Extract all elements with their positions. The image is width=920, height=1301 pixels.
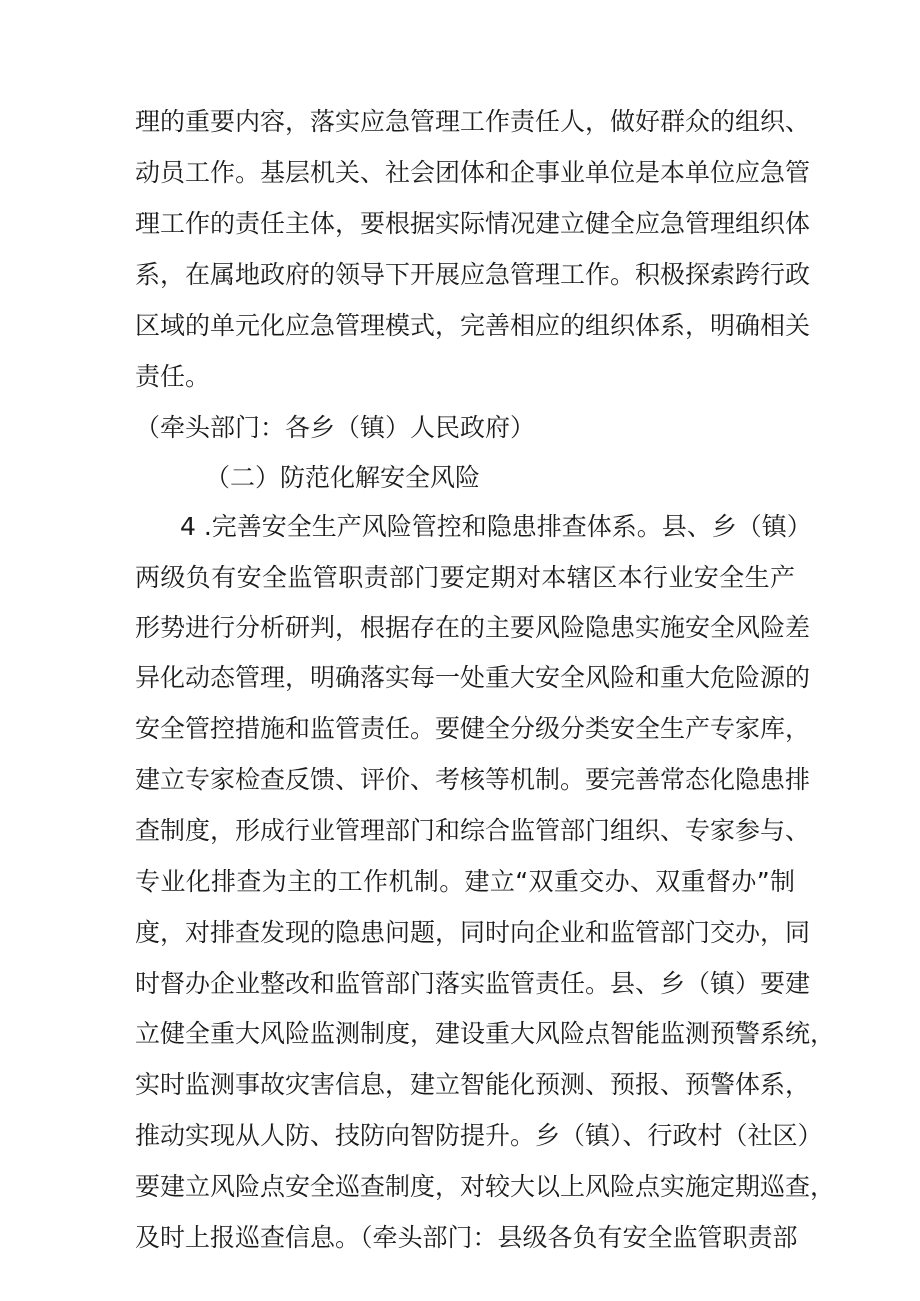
paragraph-1-line-6: 责任。 [135,362,211,391]
paragraph-1-line-3: 理工作的责任主体，要根据实际情况建立健全应急管理组织体 [135,209,811,238]
paragraph-2-line-15: 及时上报巡查信息。（牵头部门：县级各负有安全监管职责部 [135,1223,798,1252]
paragraph-2-line-5: 安全管控措施和监管责任。要健全分级分类安全生产专家库， [135,714,811,743]
paragraph-1-line-4: 系，在属地政府的领导下开展应急管理工作。积极探索跨行政 [135,260,811,289]
paragraph-2-line-1: 4 .完善安全生产风险管控和隐患排查体系。县、乡（镇） [180,512,812,541]
paragraph-2-line-6: 建立专家检查反馈、评价、考核等机制。要完善常态化隐患排 [135,765,811,794]
paragraph-2-line-3: 形势进行分析研判，根据存在的主要风险隐患实施安全风险差 [135,613,811,642]
paragraph-2-line-12: 实时监测事故灾害信息，建立智能化预测、预报、预警体系， [135,1070,811,1099]
paragraph-1-line-1: 理的重要内容，落实应急管理工作责任人，做好群众的组织、 [135,107,811,136]
paragraph-2-line-7: 查制度，形成行业管理部门和综合监管部门组织、专家参与、 [135,816,811,845]
paragraph-2-line-10: 时督办企业整改和监管部门落实监管责任。县、乡（镇）要建 [135,969,811,998]
paragraph-2-line-4: 异化动态管理，明确落实每一处重大安全风险和重大危险源的 [135,663,811,692]
paragraph-2-line-13: 推动实现从人防、技防向智防提升。乡（镇）、行政村（社区） [135,1121,823,1150]
paragraph-2-line-2: 两级负有安全监管职责部门要定期对本辖区本行业安全生产 [135,563,795,592]
lead-department-note: （牵头部门：各乡（镇）人民政府） [135,413,536,442]
section-heading: （二）防范化解安全风险 [205,463,481,492]
paragraph-1-line-2: 动员工作。基层机关、社会团体和企事业单位是本单位应急管 [135,158,811,187]
paragraph-2-line-9: 度，对排查发现的隐患问题，同时向企业和监管部门交办，同 [135,918,811,947]
paragraph-2-line-8: 专业化排查为主的工作机制。建立“双重交办、双重督办”制 [135,867,795,896]
paragraph-2-line-14: 要建立风险点安全巡查制度，对较大以上风险点实施定期巡查， [135,1172,836,1201]
paragraph-1-line-5: 区域的单元化应急管理模式，完善相应的组织体系，明确相关 [135,311,811,340]
paragraph-2-line-11: 立健全重大风险监测制度，建设重大风险点智能监测预警系统， [135,1019,836,1048]
